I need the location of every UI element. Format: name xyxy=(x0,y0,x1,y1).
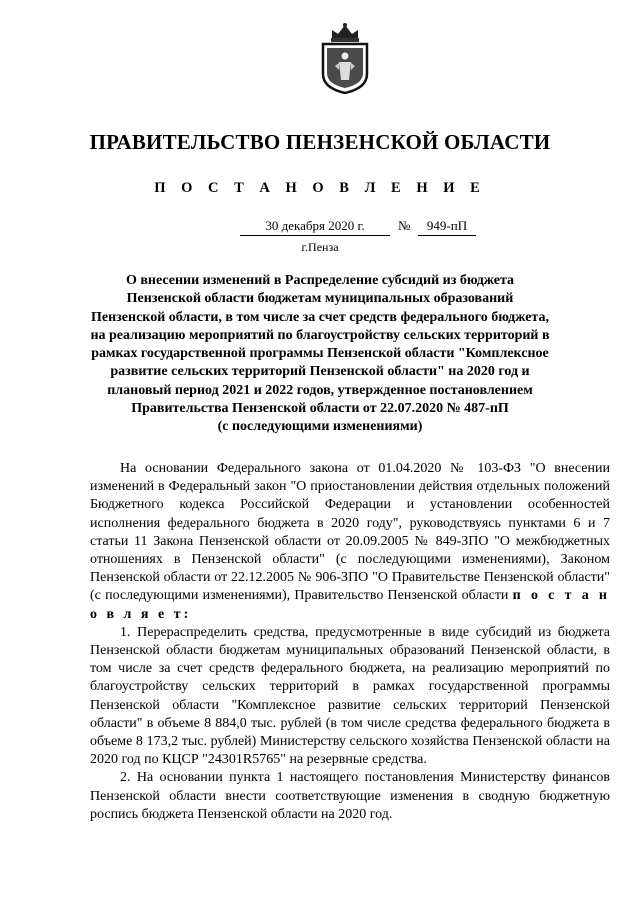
decree-word: п о с т а н о в л я е т: xyxy=(90,588,611,622)
document-body xyxy=(90,460,610,824)
title-line: Правительства Пензенской области от 22.07.2020 № 487-пП xyxy=(131,401,509,417)
title-line: Пензенской области, в том числе за счет средств федерального бюджета, xyxy=(91,309,549,325)
document-date: 30 декабря 2020 г. xyxy=(240,218,390,236)
title-line: (с последующими изменениями) xyxy=(217,419,423,435)
title-line: на реализацию мероприятий по благоустройству сельских территорий в xyxy=(90,327,550,343)
organization-name: ПРАВИТЕЛЬСТВО ПЕНЗЕНСКОЙ ОБЛАСТИ xyxy=(89,130,551,154)
preamble-paragraph xyxy=(90,460,610,624)
document-number: 949-пП xyxy=(418,218,476,236)
item-2-paragraph: 2. На основании пункта 1 настоящего постановления Министерству финансов Пензенской области внести соответствующие изменения в сводную бюджетную роспись бюджета Пензенской области на 2020 год. xyxy=(90,770,610,822)
number-sign: № xyxy=(398,218,411,233)
title-line: О внесении изменений в Распределение субсидий из бюджета xyxy=(125,273,515,288)
document-title xyxy=(90,272,550,437)
title-line: развитие сельских территорий Пензенской области" на 2020 год и xyxy=(110,364,530,380)
city-name: г.Пенза xyxy=(301,240,339,254)
coat-of-arms-icon xyxy=(318,22,372,94)
date-number-line xyxy=(240,218,480,238)
title-line: Пензенской области бюджетам муниципальных образований xyxy=(126,291,514,307)
title-line: рамках государственной программы Пензенской области "Комплексное xyxy=(91,346,549,362)
document-type: П О С Т А Н О В Л Е Н И Е xyxy=(154,180,486,196)
preamble-text: На основании Федерального закона от 01.04.2020 № 103-ФЗ "О внесении изменений в Федеральный закон "О приостановлении действия отдельных положений Бюджетного кодекса Российской Федерации и установлении особенностей исполнения федерального бюджета в 2020 году", руководствуясь пунктами 6 и 7 статьи 11 Закона Пензенской области от 20.09.2005 № 849-ЗПО "О межбюджетных отношениях в Пензенской области" (с последующими изменениями), Законом Пензенской области от 22.12.2005 № 906-ЗПО "О Правительстве Пензенской области" (с последующими изменениями), Правительство Пензенской области xyxy=(90,461,610,604)
item-1-paragraph: 1. Перераспределить средства, предусмотренные в виде субсидий из бюджета Пензенской области бюджетам муниципальных образований Пензенской области, в том числе за счет средств федерального бюджета, на реализацию мероприятий по благоустройству сельских территорий в рамках государственной программы Пензенской области "Комплексное развитие сельских территорий Пензенской области" в объеме 8 884,0 тыс. рублей (в том числе средства федерального бюджета в объеме 8 173,2 тыс. рублей) Министерству сельского хозяйства Пензенской области на 2020 год по КЦСР "24301R5765" на резервные средства. xyxy=(90,624,610,768)
title-line: плановый период 2021 и 2022 годов, утвержденное постановлением xyxy=(107,382,533,398)
